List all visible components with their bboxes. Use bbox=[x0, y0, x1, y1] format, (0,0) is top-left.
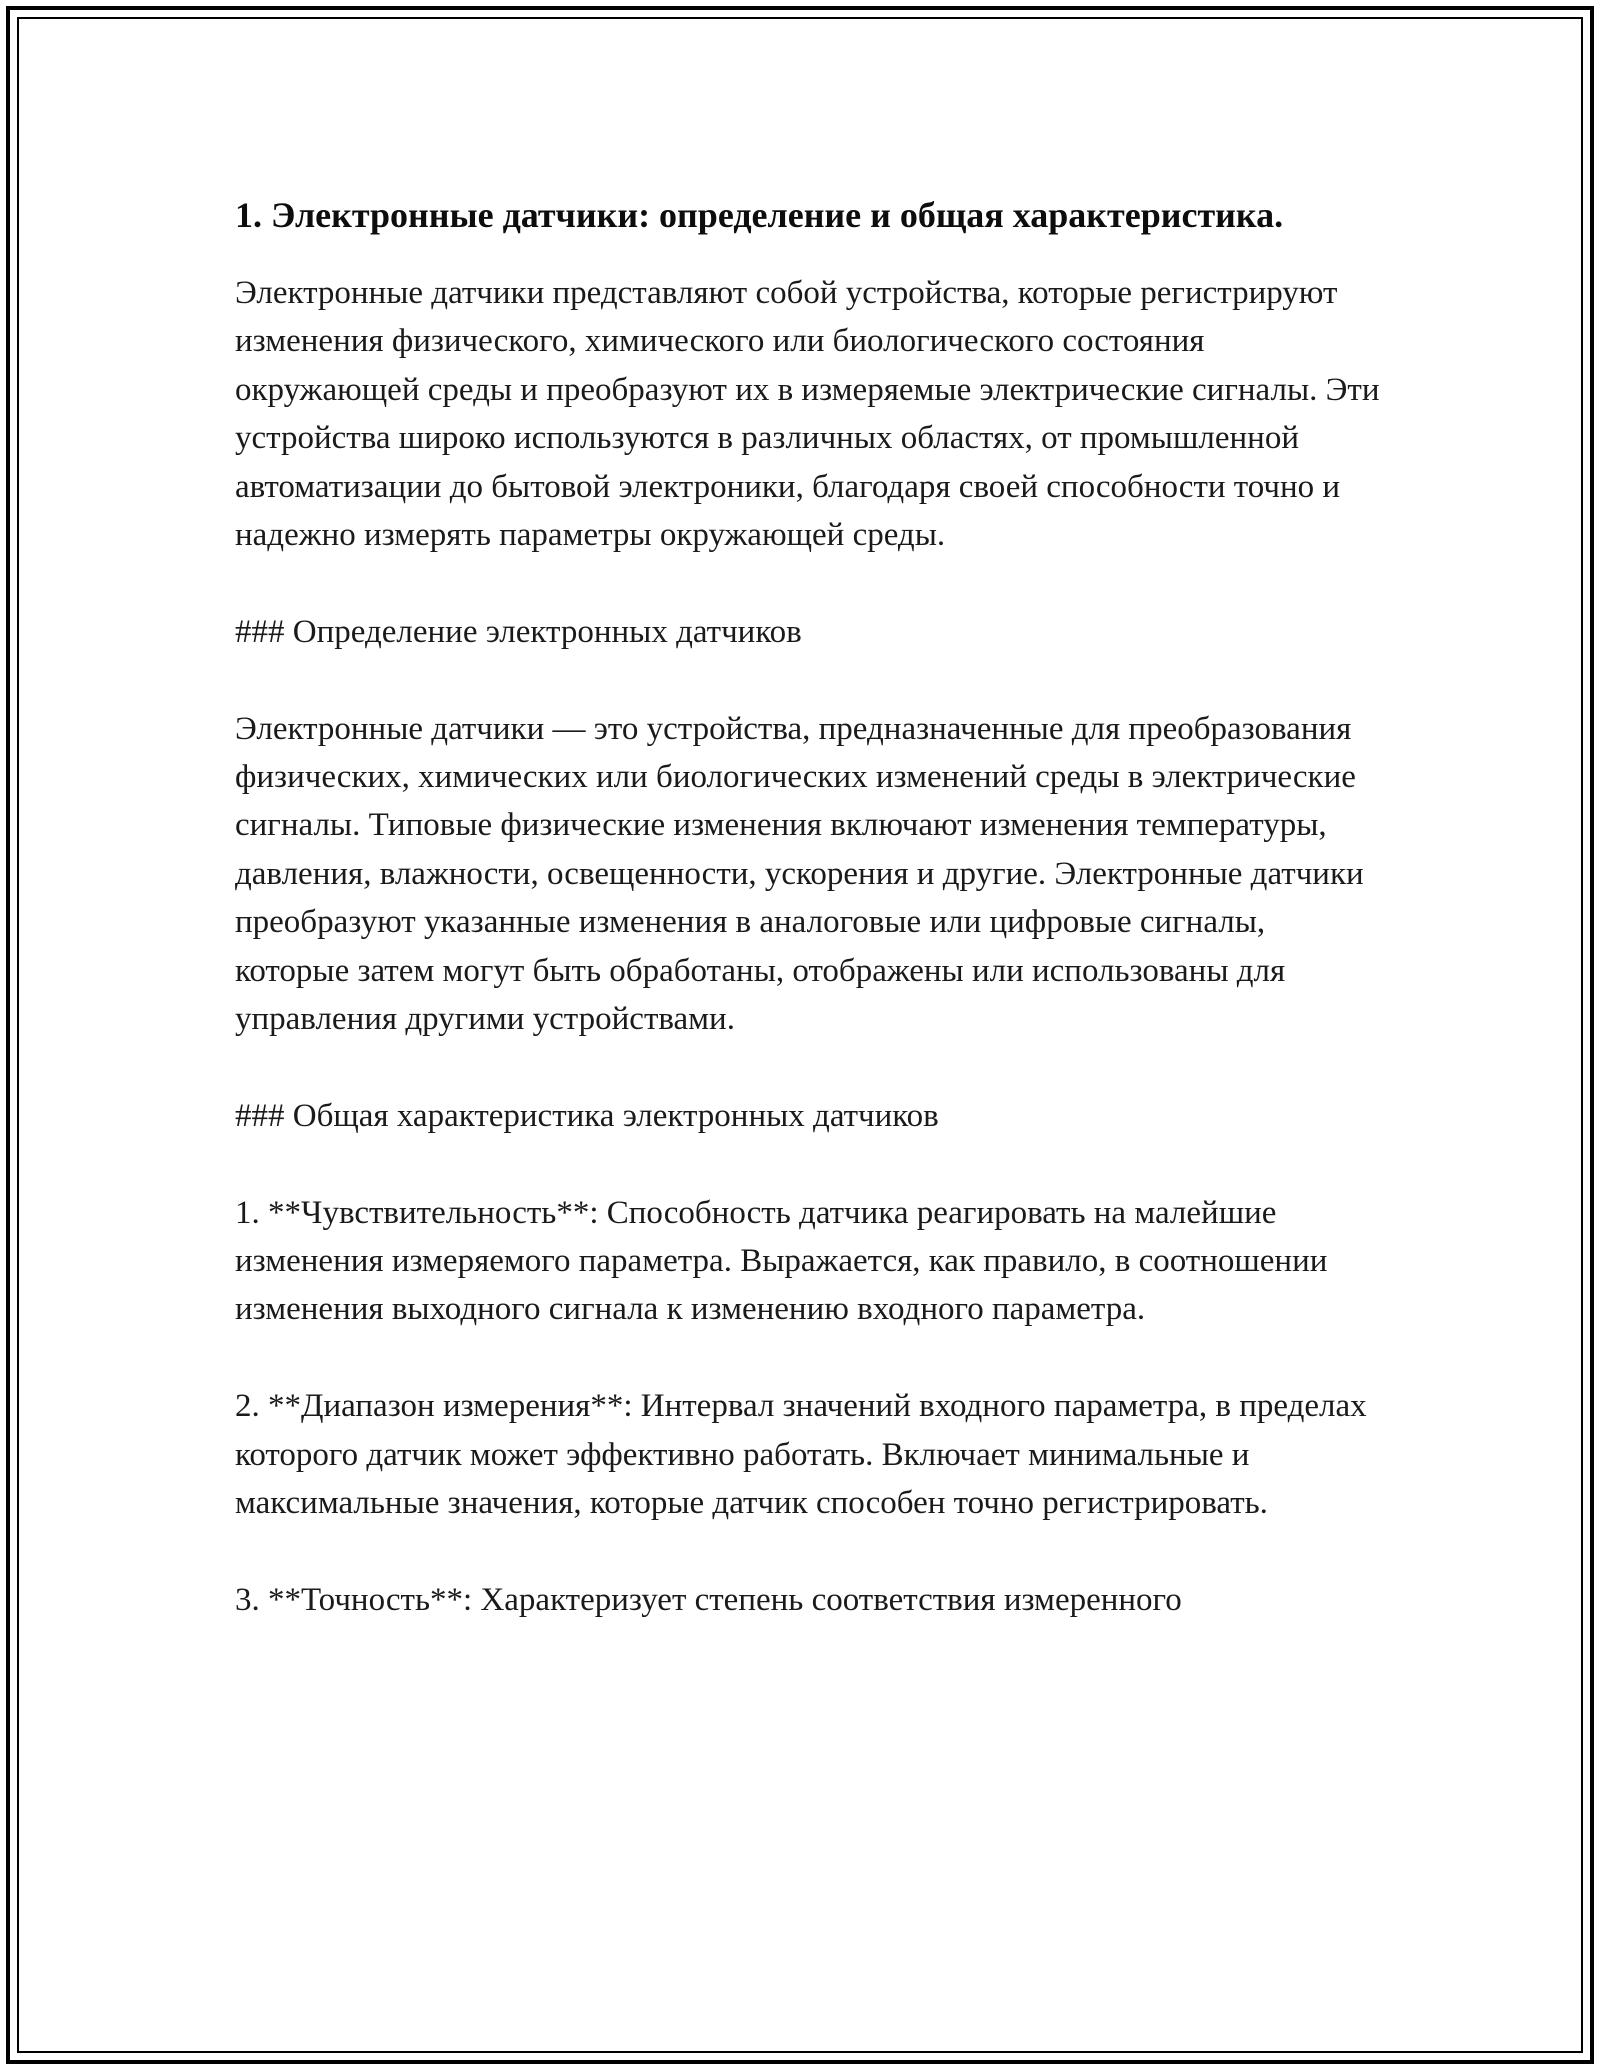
paragraph-spacer bbox=[235, 1527, 1380, 1575]
list-item-measurement-range: 2. **Диапазон измерения**: Интервал значений входного параметра, в пределах которого датчик может эффективно работать. Включает минимальные и максимальные значения, которые датчик способен точно регистрировать. bbox=[235, 1388, 1367, 1522]
paragraph-spacer bbox=[235, 1334, 1380, 1382]
section-heading-definition: ### Определение электронных датчиков bbox=[235, 613, 802, 650]
definition-paragraph: Электронные датчики — это устройства, предназначенные для преобразования физических, химических или биологических изменений среды в электрические сигналы. Типовые физические изменения включают изменения температуры, давления, влажности, освещенности, ускорения и другие. Электронные датчики преобразуют указанные изменения в аналоговые или цифровые сигналы, которые затем могут быть обработаны, отображены или использованы для управления другими устройствами. bbox=[235, 710, 1364, 1038]
paragraph-spacer bbox=[235, 559, 1380, 607]
paragraph-spacer bbox=[235, 656, 1380, 704]
section-heading-characteristics: ### Общая характеристика электронных датчиков bbox=[235, 1097, 939, 1134]
list-item-accuracy: 3. **Точность**: Характеризует степень соответствия измеренного bbox=[235, 1581, 1182, 1618]
paragraph-spacer bbox=[235, 1043, 1380, 1091]
document-body bbox=[235, 185, 1380, 1624]
list-item-sensitivity: 1. **Чувствительность**: Способность датчика реагировать на малейшие изменения измеряемого параметра. Выражается, как правило, в соотношении изменения выходного сигнала к изменению входного параметра. bbox=[235, 1194, 1328, 1328]
document-title: 1. Электронные датчики: определение и общая характеристика. bbox=[235, 195, 1284, 235]
intro-paragraph: Электронные датчики представляют собой устройства, которые регистрируют изменения физического, химического или биологического состояния окружающей среды и преобразуют их в измеряемые электрические сигналы. Эти устройства широко используются в различных областях, от промышленной автоматизации до бытовой электроники, благодаря своей способности точно и надежно измерять параметры окружающей среды. bbox=[235, 275, 1380, 554]
paragraph-spacer bbox=[235, 1140, 1380, 1188]
